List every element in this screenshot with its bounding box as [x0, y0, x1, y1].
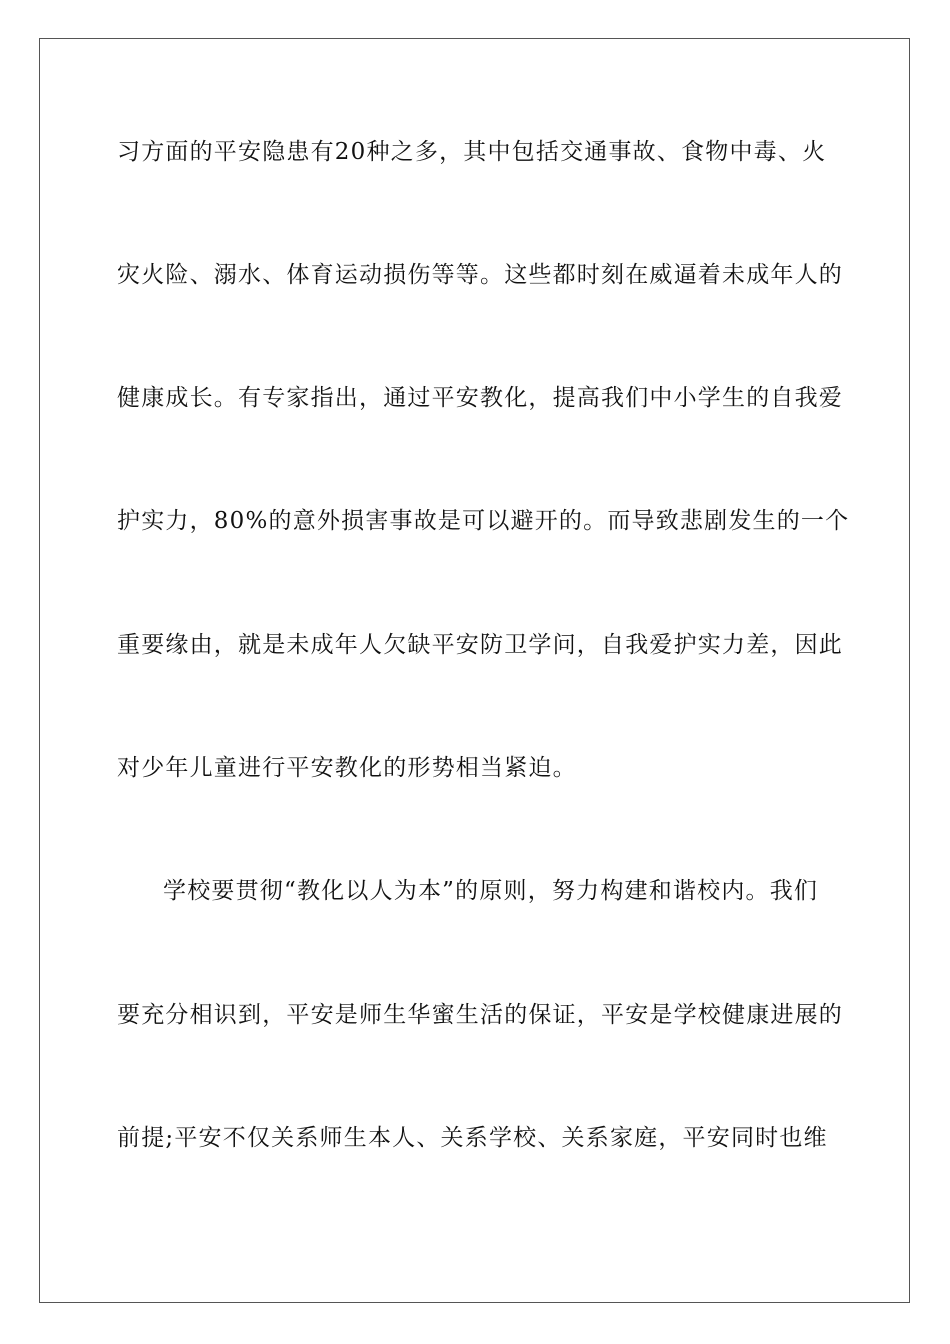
text-line-9: 前提;平安不仅关系师生本人、关系学校、关系家庭，平安同时也维 [117, 1125, 828, 1151]
text-line-7-paragraph-start: 学校要贯彻“教化以人为本”的原则，努力构建和谐校内。我们 [163, 878, 819, 904]
text-line-6: 对少年儿童进行平安教化的形势相当紧迫。 [117, 755, 577, 781]
text-line-5: 重要缘由，就是未成年人欠缺平安防卫学问，自我爱护实力差，因此 [117, 632, 843, 658]
page-border [39, 38, 910, 1303]
text-line-1: 习方面的平安隐患有20种之多，其中包括交通事故、食物中毒、火 [117, 139, 827, 165]
text-line-2: 灾火险、溺水、体育运动损伤等等。这些都时刻在威逼着未成年人的 [117, 262, 843, 288]
text-line-3: 健康成长。有专家指出，通过平安教化，提高我们中小学生的自我爱 [117, 385, 843, 411]
text-line-8: 要充分相识到，平安是师生华蜜生活的保证，平安是学校健康进展的 [117, 1002, 843, 1028]
text-line-4: 护实力，80%的意外损害事故是可以避开的。而导致悲剧发生的一个 [117, 508, 850, 534]
